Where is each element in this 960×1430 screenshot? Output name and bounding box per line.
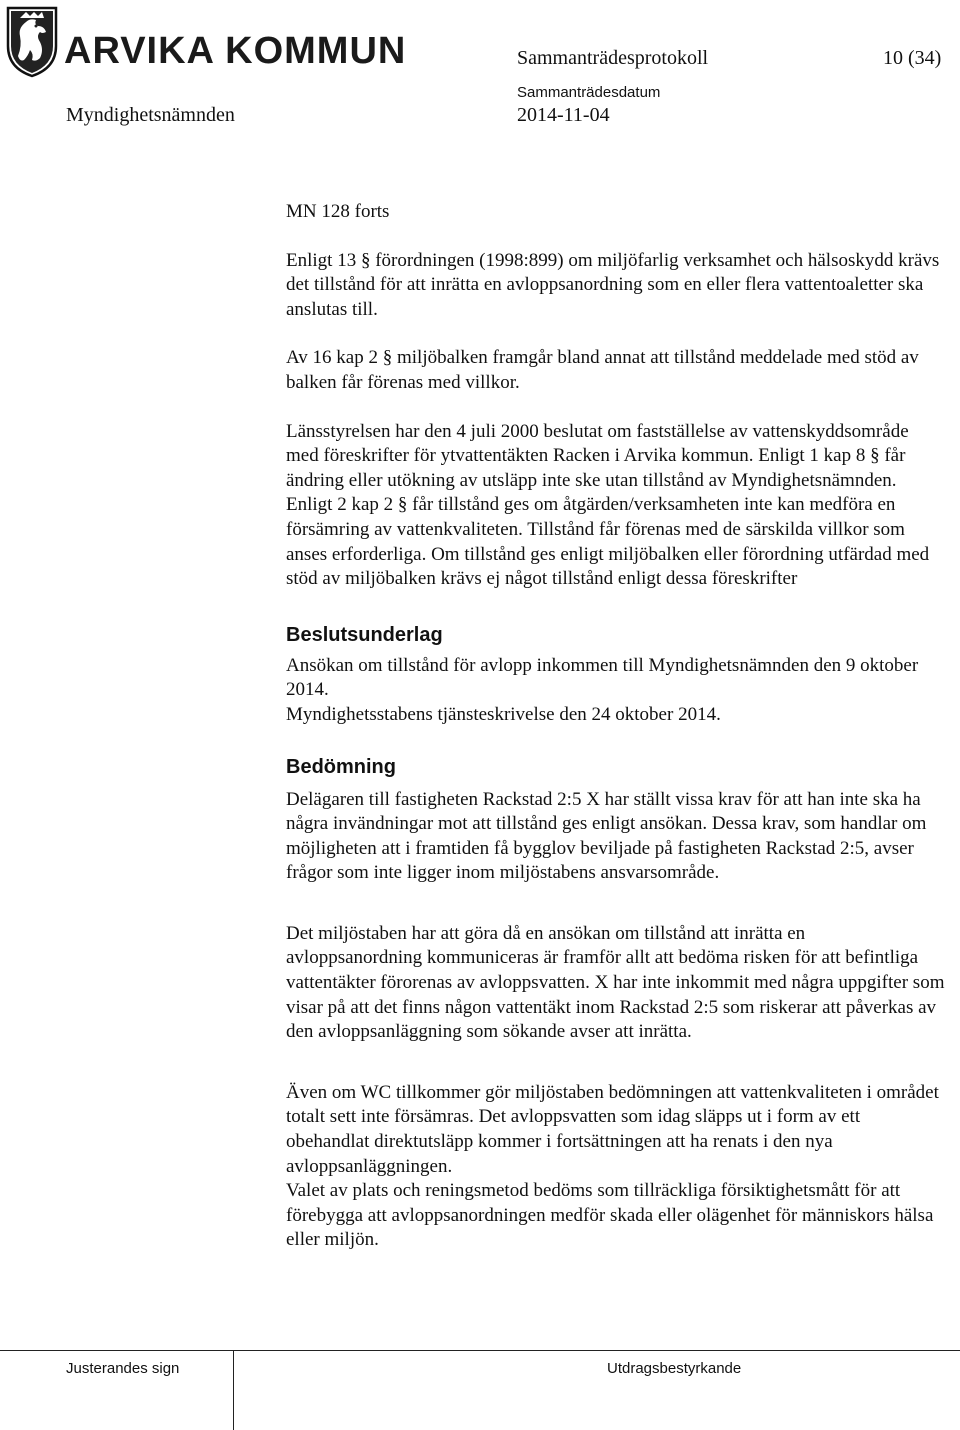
organization-name: ARVIKA KOMMUN xyxy=(64,30,407,72)
footer-divider xyxy=(0,1350,960,1351)
section-heading-bedomning: Bedömning xyxy=(286,755,396,778)
footer-column-separator xyxy=(233,1350,234,1430)
paragraph: Det miljöstaben har att göra då en ansökan om tillstånd att inrätta en avloppsanordning kommuniceras är framför allt att bedöma risken för att befintliga vattentäkter förorenas av avloppsvatten. X har inte inkommit med några uppgifter som visar på att det finns någon vattentäkt inom Rackstad 2:5 som riskerar att påverkas av den avloppsanläggning som sökande avser att inrätta. xyxy=(286,922,945,1043)
paragraph: Valet av plats och reningsmetod bedöms som tillräckliga försiktighetsmått för att förebygga att avloppsanordningen medför skada eller olägenhet för människors hälsa eller miljön. xyxy=(286,1180,934,1251)
section-reference: MN 128 forts xyxy=(286,201,390,222)
signature-label: Justerandes sign xyxy=(66,1360,180,1377)
meeting-date-label: Sammanträdesdatum xyxy=(517,84,661,101)
section-heading-beslutsunderlag: Beslutsunderlag xyxy=(286,623,443,646)
coat-of-arms-icon xyxy=(6,6,58,78)
document-type: Sammanträdesprotokoll xyxy=(517,47,709,69)
certification-label: Utdragsbestyrkande xyxy=(607,1360,742,1377)
list-item: Ansökan om tillstånd för avlopp inkommen till Myndighetsnämnden den 9 oktober 2014. xyxy=(286,654,919,701)
list-item: Myndighetsstabens tjänsteskrivelse den 24 oktober 2014. xyxy=(286,703,721,725)
paragraph: Enligt 13 § förordningen (1998:899) om miljöfarlig verksamhet och hälsoskydd krävs det tillstånd för att inrätta en avloppsanordning som en eller flera vattentoaletter ska anslutas till. xyxy=(286,249,940,320)
meeting-date: 2014-11-04 xyxy=(517,104,610,126)
paragraph: Delägaren till fastigheten Rackstad 2:5 X har ställt vissa krav för att han inte ska ha några invändningar mot att tillstånd ges enligt ansökan. Dessa krav, som handlar om möjligheten att i framtiden få bygglov beviljade på fastigheten Rackstad 2:5, avser frågor som inte ligger inom miljöstabens ansvarsområde. xyxy=(286,788,927,884)
page-number: 10 (34) xyxy=(883,47,942,69)
paragraph: Länsstyrelsen har den 4 juli 2000 beslutat om fastställelse av vattenskyddsområde med föreskrifter för ytvattentäkten Racken i Arvika kommun. Enligt 1 kap 8 § får ändring eller utökning av utsläpp inte ske utan tillstånd av Myndighetsnämnden. Enligt 2 kap 2 § får tillstånd ges om åtgärden/verksamheten inte kan medföra en försämring av vattenkvaliteten. Tillstånd får förenas med de särskilda villkor som anses erforderliga. Om tillstånd ges enligt miljöbalken eller förordning utfärdad med stöd av miljöbalken krävs ej något tillstånd enligt dessa föreskrifter xyxy=(286,420,930,590)
paragraph: Även om WC tillkommer gör miljöstaben bedömningen att vattenkvaliteten i området totalt sett inte försämras. Det avloppsvatten som idag släpps ut i form av ett obehandlat direktutsläpp kommer i fortsättningen att ha renats i den nya avloppsanläggningen. xyxy=(286,1081,939,1177)
paragraph: Av 16 kap 2 § miljöbalken framgår bland annat att tillstånd meddelade med stöd av balken får förenas med villkor. xyxy=(286,347,919,393)
document-body xyxy=(286,200,946,1253)
committee-name: Myndighetsnämnden xyxy=(66,104,235,126)
